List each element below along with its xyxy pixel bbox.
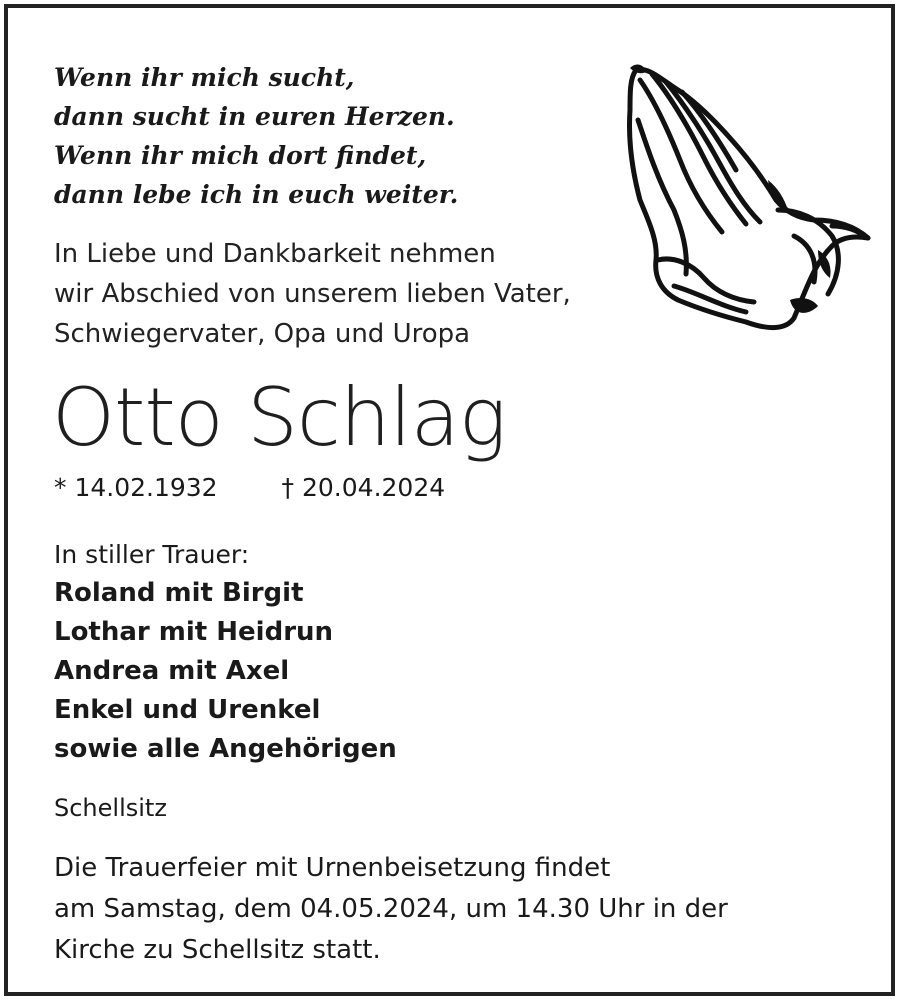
death-date: † 20.04.2024 bbox=[281, 473, 446, 502]
mourner-name: Enkel und Urenkel bbox=[54, 695, 321, 725]
poem-line: Wenn ihr mich dort findet, bbox=[54, 141, 427, 170]
mourners-list bbox=[54, 574, 397, 769]
intro-text bbox=[54, 234, 571, 354]
life-dates bbox=[54, 470, 445, 506]
birth-date: * 14.02.1932 bbox=[54, 473, 218, 502]
place-name: Schellsitz bbox=[54, 794, 167, 822]
service-line: Kirche zu Schellsitz statt. bbox=[54, 935, 381, 965]
intro-line: In Liebe und Dankbarkeit nehmen bbox=[54, 239, 496, 269]
deceased-name: Otto Schlag bbox=[52, 371, 506, 464]
poem-line: dann lebe ich in euch weiter. bbox=[54, 180, 459, 209]
service-line: Die Trauerfeier mit Urnenbeisetzung findet bbox=[54, 853, 611, 883]
mourner-name: sowie alle Angehörigen bbox=[54, 734, 397, 764]
obituary-notice bbox=[4, 4, 895, 996]
intro-line: Schwiegervater, Opa und Uropa bbox=[54, 319, 471, 349]
poem-line: Wenn ihr mich sucht, bbox=[54, 63, 355, 92]
mourning-label: In stiller Trauer: bbox=[54, 540, 250, 569]
poem-line: dann sucht in euren Herzen. bbox=[54, 102, 455, 131]
praying-hands-icon bbox=[618, 60, 878, 340]
service-line: am Samstag, dem 04.05.2024, um 14.30 Uhr in der bbox=[54, 894, 728, 924]
mourner-name: Andrea mit Axel bbox=[54, 656, 290, 686]
mourner-name: Lothar mit Heidrun bbox=[54, 617, 334, 647]
intro-line: wir Abschied von unserem lieben Vater, bbox=[54, 279, 571, 309]
poem bbox=[54, 58, 458, 214]
service-info bbox=[54, 848, 728, 971]
mourner-name: Roland mit Birgit bbox=[54, 578, 304, 608]
